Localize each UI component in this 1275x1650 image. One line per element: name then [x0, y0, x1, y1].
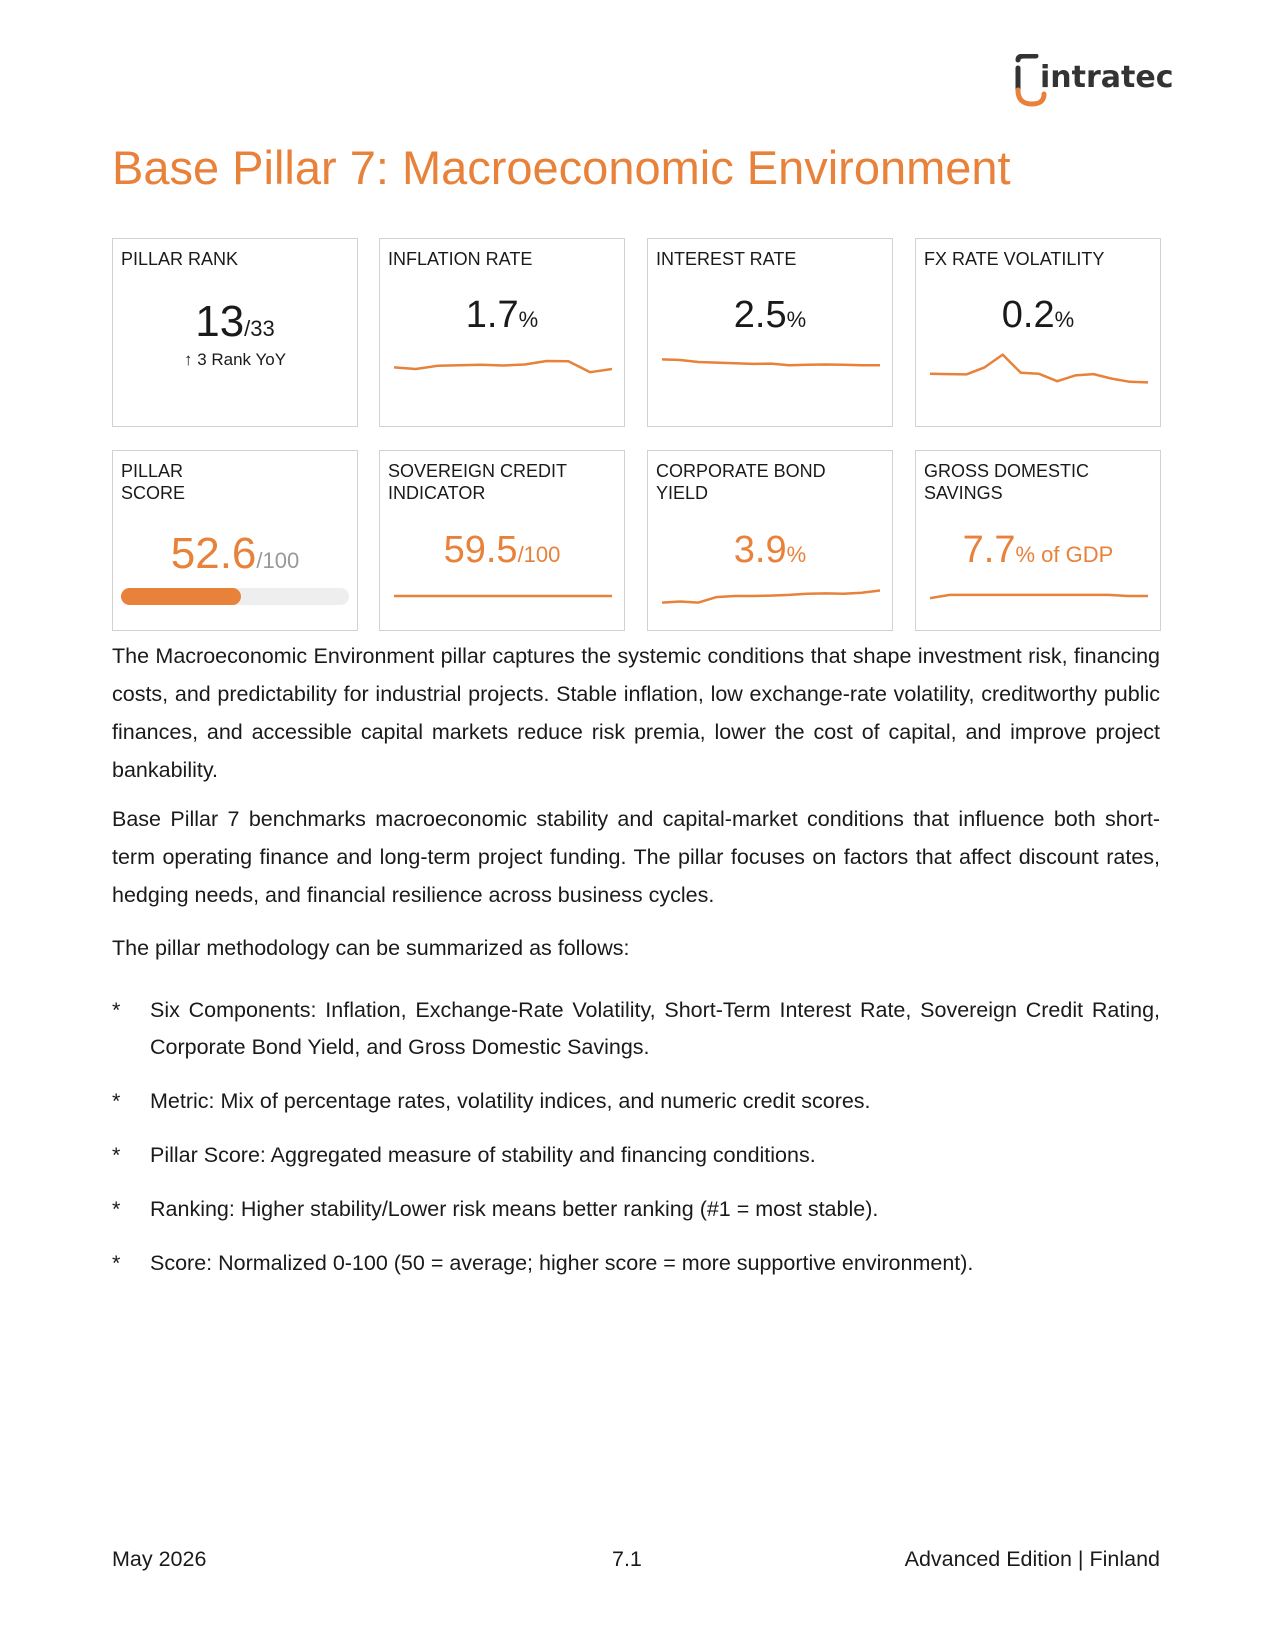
- corporate-bond-yield-value: 3.9%: [733, 529, 807, 571]
- card-inflation-rate: [379, 238, 625, 427]
- sparkline-path: [662, 591, 880, 603]
- fx-rate-volatility-value: 0.2%: [1001, 294, 1075, 336]
- bullet-marker: *: [112, 1251, 121, 1275]
- card-interest-rate: [647, 238, 893, 427]
- list-item: * Pillar Score: Aggregated measure of stability and financing conditions.: [112, 1137, 1160, 1174]
- card-title: FX RATE VOLATILITY: [924, 249, 1105, 269]
- bullet-marker: *: [112, 1089, 121, 1113]
- rank-change: ↑ 3 Rank YoY: [183, 350, 287, 369]
- pillar-score-value: 52.6/100: [170, 529, 300, 578]
- sovereign-credit-value: 59.5/100: [443, 529, 561, 571]
- list-item: * Score: Normalized 0-100 (50 = average; higher score = more supportive environment).: [112, 1245, 1160, 1282]
- paragraph-methodology: The pillar methodology can be summarized as follows:: [112, 936, 630, 960]
- methodology-list: [112, 992, 1160, 1299]
- card-fx-rate-volatility: [915, 238, 1161, 427]
- inflation-rate-value: 1.7%: [465, 294, 539, 336]
- gross-domestic-savings-sparkline: [930, 581, 1148, 611]
- paragraph-benchmark: Base Pillar 7 benchmarks macroeconomic stability and capital-market conditions that influence both short-term operating finance and long-term project funding. The pillar focuses on factors that affect discount rates, hedging needs, and financial resilience across business cycles.: [112, 807, 1160, 907]
- bullet-marker: *: [112, 1143, 121, 1167]
- bullet-marker: *: [112, 998, 121, 1022]
- sovereign-credit-sparkline: [394, 581, 612, 611]
- footer-page-number: 7.1: [612, 1547, 642, 1571]
- card-title: GROSS DOMESTIC SAVINGS: [924, 461, 1090, 503]
- list-item: * Ranking: Higher stability/Lower risk means better ranking (#1 = most stable).: [112, 1191, 1160, 1228]
- card-title: CORPORATE BOND YIELD: [656, 461, 826, 503]
- card-title: PILLAR RANK: [121, 249, 239, 269]
- card-title: INTEREST RATE: [656, 249, 797, 269]
- list-item: * Six Components: Inflation, Exchange-Rate Volatility, Short-Term Interest Rate, Sovereign Credit Rating, Corporate Bond Yield, and Gross Domestic Savings.: [112, 992, 1160, 1066]
- card-pillar-rank: [112, 238, 358, 427]
- paragraph-intro: The Macroeconomic Environment pillar captures the systemic conditions that shape investment risk, financing costs, and predictability for industrial projects. Stable inflation, low exchange-rate volatility, creditworthy public finances, and accessible capital markets reduce risk premia, lower the cost of capital, and improve project bankability.: [112, 644, 1160, 782]
- pillar-score-progress-fill: [121, 588, 241, 605]
- page-title: Base Pillar 7: Macroeconomic Environment: [112, 141, 1011, 194]
- footer-edition: Advanced Edition | Finland: [904, 1547, 1160, 1571]
- card-title: INFLATION RATE: [388, 249, 533, 269]
- gross-domestic-savings-value: 7.7% of GDP: [962, 529, 1114, 571]
- pillar-score-progress: [121, 588, 349, 605]
- interest-rate-value: 2.5%: [733, 294, 807, 336]
- logo-text: intratec: [1040, 60, 1174, 95]
- card-corporate-bond-yield: [647, 450, 893, 631]
- corporate-bond-yield-sparkline: [662, 581, 880, 611]
- card-title: PILLAR SCORE: [121, 461, 186, 503]
- card-gross-domestic-savings: [915, 450, 1161, 631]
- sparkline-path: [394, 361, 612, 372]
- interest-rate-sparkline: [662, 349, 880, 389]
- arrow-up-icon: ↑: [183, 350, 193, 369]
- sparkline-path: [930, 355, 1148, 383]
- list-item: * Metric: Mix of percentage rates, volatility indices, and numeric credit scores.: [112, 1083, 1160, 1120]
- intratec-logo: [1014, 54, 1174, 114]
- footer-date: May 2026: [112, 1547, 207, 1571]
- card-sovereign-credit-indicator: [379, 450, 625, 631]
- sparkline-path: [662, 359, 880, 365]
- fx-rate-volatility-sparkline: [930, 349, 1148, 389]
- inflation-rate-sparkline: [394, 349, 612, 389]
- bullet-marker: *: [112, 1197, 121, 1221]
- pillar-rank-value: 13/33: [195, 297, 275, 346]
- card-title: SOVEREIGN CREDIT INDICATOR: [388, 461, 568, 503]
- sparkline-path: [930, 595, 1148, 598]
- card-pillar-score: [112, 450, 358, 631]
